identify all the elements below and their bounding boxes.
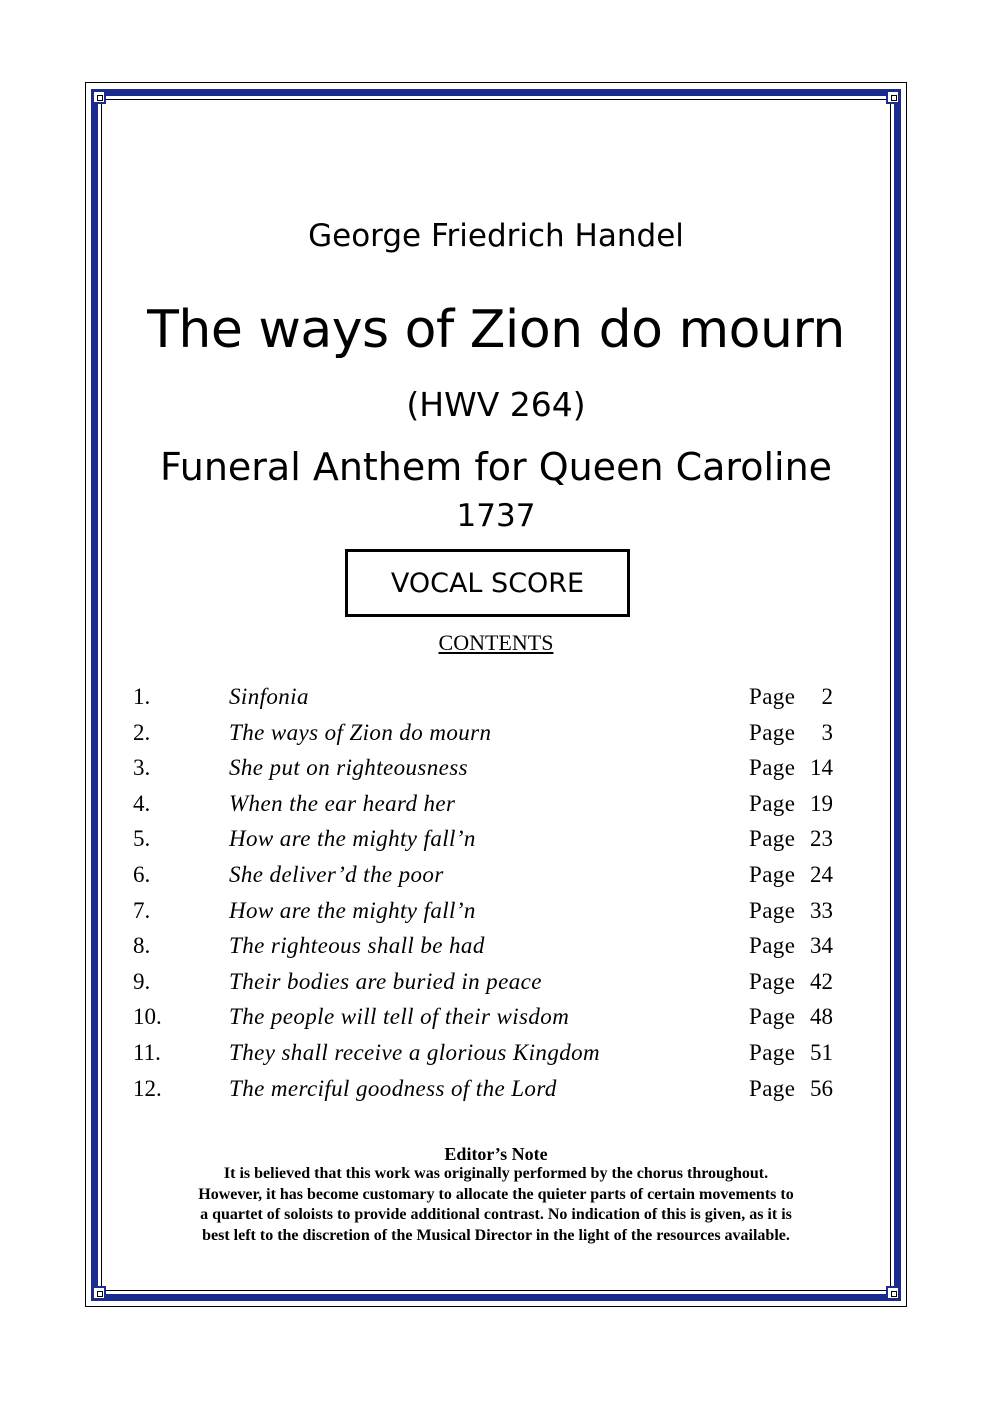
item-number: 7. bbox=[133, 897, 151, 923]
page-label: Page bbox=[749, 968, 796, 994]
item-number: 12. bbox=[133, 1075, 162, 1101]
contents-item bbox=[0, 720, 992, 756]
composer-name: George Friedrich Handel bbox=[308, 218, 684, 254]
item-number: 1. bbox=[133, 684, 151, 709]
page-number: 23 bbox=[810, 826, 833, 852]
page-label: Page bbox=[749, 861, 796, 887]
item-number: 5. bbox=[133, 826, 151, 852]
editors-note-line: However, it has become customary to allocate the quieter parts of certain movements to bbox=[198, 1185, 794, 1203]
editors-note-title: Editor’s Note bbox=[444, 1144, 548, 1164]
page-number: 56 bbox=[810, 1075, 833, 1101]
page-label: Page bbox=[749, 933, 796, 959]
page-number: 33 bbox=[810, 897, 833, 923]
contents-item bbox=[0, 755, 992, 791]
page-label: Page bbox=[749, 1039, 796, 1065]
item-title: How are the mighty fall’n bbox=[229, 826, 476, 852]
corner-ornament-bottom-left bbox=[92, 1286, 106, 1300]
contents-item bbox=[0, 791, 992, 827]
page-label: Page bbox=[749, 790, 796, 816]
page-label: Page bbox=[749, 897, 796, 923]
page-number: 34 bbox=[810, 933, 833, 959]
editors-note-body bbox=[120, 1164, 872, 1246]
editors-note-line: a quartet of soloists to provide additional contrast. No indication of this is given, as it is bbox=[200, 1206, 792, 1223]
catalog-number: (HWV 264) bbox=[406, 385, 586, 424]
contents-item bbox=[0, 1040, 992, 1076]
page-label: Page bbox=[749, 755, 796, 781]
item-title: She put on righteousness bbox=[229, 755, 468, 781]
contents-item bbox=[0, 1076, 992, 1112]
score-type-box bbox=[345, 549, 630, 617]
item-number: 10. bbox=[133, 1004, 162, 1030]
page-label: Page bbox=[749, 1075, 796, 1101]
page-label: Page bbox=[749, 826, 796, 852]
item-title: The people will tell of their wisdom bbox=[229, 1004, 570, 1030]
editors-note-line: It is believed that this work was originally performed by the chorus throughout. bbox=[223, 1165, 769, 1182]
contents-item bbox=[0, 684, 992, 720]
item-number: 9. bbox=[133, 968, 151, 994]
contents-item bbox=[0, 1004, 992, 1040]
contents-item bbox=[0, 898, 992, 934]
page-number: 48 bbox=[810, 1004, 833, 1030]
item-number: 6. bbox=[133, 861, 151, 887]
item-title: The merciful goodness of the Lord bbox=[229, 1075, 557, 1101]
page-number: 19 bbox=[810, 790, 833, 816]
page-label: Page bbox=[749, 684, 796, 709]
item-number: 11. bbox=[133, 1039, 161, 1065]
item-number: 8. bbox=[133, 933, 151, 959]
corner-ornament-top-left bbox=[92, 90, 106, 104]
page-number: 14 bbox=[810, 755, 833, 781]
contents-item bbox=[0, 969, 992, 1005]
item-title: Their bodies are buried in peace bbox=[229, 968, 542, 994]
work-subtitle: Funeral Anthem for Queen Caroline bbox=[159, 445, 833, 489]
item-title: Sinfonia bbox=[229, 684, 309, 709]
item-title: The righteous shall be had bbox=[229, 933, 485, 959]
page-number: 42 bbox=[810, 968, 833, 994]
page-number: 51 bbox=[810, 1039, 833, 1065]
page-label: Page bbox=[749, 719, 796, 745]
work-title: The ways of Zion do mourn bbox=[147, 300, 845, 360]
contents-heading: CONTENTS bbox=[438, 630, 554, 655]
editors-note-line: best left to the discretion of the Musical Director in the light of the resources available. bbox=[202, 1226, 790, 1244]
page-number: 24 bbox=[810, 861, 833, 887]
item-title: She deliver’d the poor bbox=[229, 861, 444, 887]
page-number: 3 bbox=[821, 719, 833, 745]
item-title: The ways of Zion do mourn bbox=[229, 719, 492, 745]
corner-ornament-top-right bbox=[886, 90, 900, 104]
page-number: 2 bbox=[821, 684, 833, 709]
item-title: When the ear heard her bbox=[229, 790, 456, 816]
work-year: 1737 bbox=[456, 498, 536, 534]
contents-item bbox=[0, 933, 992, 969]
contents-item bbox=[0, 826, 992, 862]
item-title: How are the mighty fall’n bbox=[229, 897, 476, 923]
contents-item bbox=[0, 862, 992, 898]
page-label: Page bbox=[749, 1004, 796, 1030]
item-title: They shall receive a glorious Kingdom bbox=[229, 1039, 601, 1065]
contents-list bbox=[0, 684, 992, 1111]
item-number: 2. bbox=[133, 719, 151, 745]
item-number: 4. bbox=[133, 790, 151, 816]
score-type-label: VOCAL SCORE bbox=[390, 567, 585, 599]
item-number: 3. bbox=[133, 755, 151, 781]
corner-ornament-bottom-right bbox=[886, 1286, 900, 1300]
